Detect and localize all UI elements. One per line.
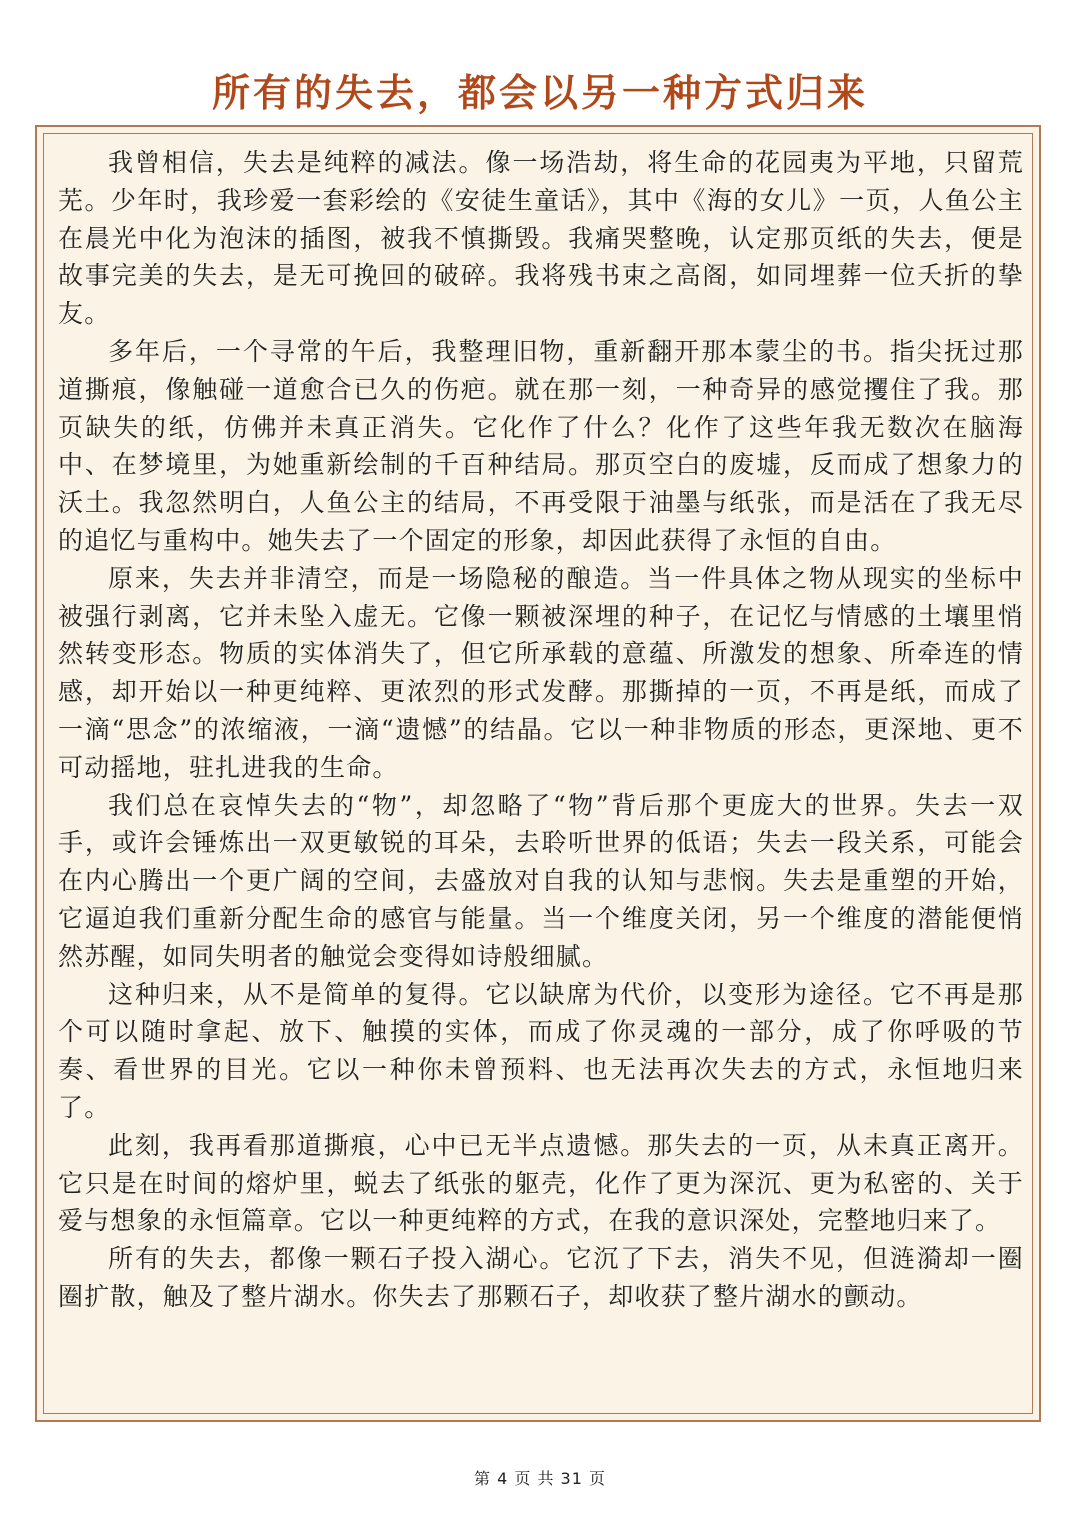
paragraph-7: 所有的失去，都像一颗石子投入湖心。它沉了下去，消失不见，但涟漪却一圈圈扩散，触及了整片湖水。你失去了那颗石子，却收获了整片湖水的颤动。 — [58, 1244, 1024, 1311]
paragraph-2: 多年后，一个寻常的午后，我整理旧物，重新翻开那本蒙尘的书。指尖抚过那道撕痕，像触碰一道愈合已久的伤疤。就在那一刻，一种奇异的感觉攫住了我。那页缺失的纸，仿佛并未真正消失。它化作了什么？化作了这些年我无数次在脑海中、在梦境里，为她重新绘制的千百种结局。那页空白的废墟，反而成了想象力的沃土。我忽然明白，人鱼公主的结局，不再受限于油墨与纸张，而是活在了我无尽的追忆与重构中。她失去了一个固定的形象，却因此获得了永恒的自由。 — [58, 336, 1024, 555]
paragraph-5: 这种归来，从不是简单的复得。它以缺席为代价，以变形为途径。它不再是那个可以随时拿起、放下、触摸的实体，而成了你灵魂的一部分，成了你呼吸的节奏、看世界的目光。它以一种你未曾预料、也无法再次失去的方式，永恒地归来了。 — [58, 979, 1024, 1122]
page-title: 所有的失去，都会以另一种方式归来 — [211, 70, 868, 115]
page-number: 第 4 页 共 31 页 — [474, 1469, 606, 1488]
paragraph-4: 我们总在哀悼失去的“物”，却忽略了“物”背后那个更庞大的世界。失去一双手，或许会锤炼出一双更敏锐的耳朵，去聆听世界的低语；失去一段关系，可能会在内心腾出一个更广阔的空间，去盛放对自我的认知与悲悯。失去是重塑的开始，它逼迫我们重新分配生命的感官与能量。当一个维度关闭，另一个维度的潜能便悄然苏醒，如同失明者的触觉会变得如诗般细腻。 — [58, 790, 1024, 971]
essay-body — [58, 144, 1024, 1316]
essay-frame — [35, 125, 1041, 1422]
paragraph-6: 此刻，我再看那道撕痕，心中已无半点遗憾。那失去的一页，从未真正离开。它只是在时间的熔炉里，蜕去了纸张的躯壳，化作了更为深沉、更为私密的、关于爱与想象的永恒篇章。它以一种更纯粹的方式，在我的意识深处，完整地归来了。 — [58, 1130, 1024, 1236]
essay-frame-inner — [43, 133, 1033, 1414]
paragraph-1: 我曾相信，失去是纯粹的减法。像一场浩劫，将生命的花园夷为平地，只留荒芜。少年时，我珍爱一套彩绘的《安徒生童话》，其中《海的女儿》一页，人鱼公主在晨光中化为泡沫的插图，被我不慎撕毁。我痛哭整晚，认定那页纸的失去，便是故事完美的失去，是无可挽回的破碎。我将残书束之高阁，如同埋葬一位夭折的挚友。 — [58, 148, 1024, 329]
paragraph-3: 原来，失去并非清空，而是一场隐秘的酿造。当一件具体之物从现实的坐标中被强行剥离，它并未坠入虚无。它像一颗被深埋的种子，在记忆与情感的土壤里悄然转变形态。物质的实体消失了，但它所承载的意蕴、所激发的想象、所牵连的情感，却开始以一种更纯粹、更浓烈的形式发酵。那撕掉的一页，不再是纸，而成了一滴“思念”的浓缩液，一滴“遗憾”的结晶。它以一种非物质的形态，更深地、更不可动摇地，驻扎进我的生命。 — [58, 563, 1024, 782]
